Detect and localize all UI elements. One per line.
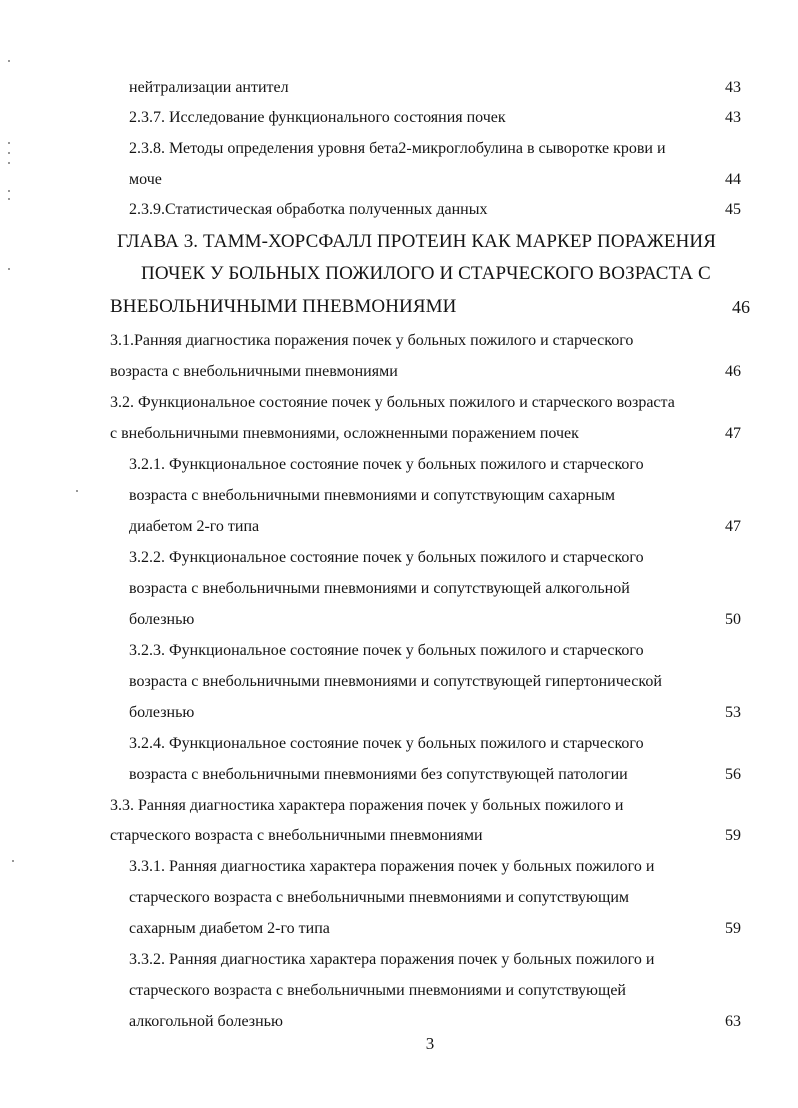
toc-page-number: 43: [725, 79, 741, 96]
toc-entry-text: 3.2.3. Функциональное состояние почек у больных пожилого и старческого: [129, 642, 644, 659]
toc-page-number: 56: [725, 766, 741, 783]
scan-speck: [8, 162, 10, 164]
toc-entry-text: 2.3.7. Исследование функционального состояния почек: [129, 109, 506, 126]
toc-page-number: 46: [732, 297, 750, 317]
toc-page-number: 53: [725, 704, 741, 721]
toc-page-number: 44: [725, 171, 741, 188]
toc-page-number: 45: [725, 201, 741, 218]
scan-speck: [8, 190, 10, 192]
toc-entry-text: 3.2.4. Функциональное состояние почек у больных пожилого и старческого: [129, 735, 644, 752]
toc-page-number: 59: [725, 827, 741, 844]
toc-entry-text: болезнью: [129, 704, 195, 721]
toc-entry-text: 3.3.1. Ранняя диагностика характера поражения почек у больных пожилого и: [129, 858, 655, 875]
toc-entry-text: 2.3.9.Статистическая обработка полученных данных: [129, 201, 488, 218]
scan-speck: [76, 490, 78, 492]
toc-page-number: 47: [725, 518, 741, 535]
toc-page-number: 63: [725, 1013, 741, 1030]
scan-speck: [8, 60, 10, 62]
toc-entry-text: 3.2. Функциональное состояние почек у больных пожилого и старческого возраста: [110, 394, 675, 411]
toc-entry-text: с внебольничными пневмониями, осложненными поражением почек: [110, 425, 579, 442]
toc-page-number: 50: [725, 611, 741, 628]
chapter-heading-line: ПОЧЕК У БОЛЬНЫХ ПОЖИЛОГО И СТАРЧЕСКОГО ВОЗРАСТА С: [141, 263, 711, 284]
toc-entry-text: 3.3. Ранняя диагностика характера поражения почек у больных пожилого и: [110, 797, 624, 814]
toc-entry-text: диабетом 2-го типа: [129, 518, 260, 535]
toc-entry-text: 3.3.2. Ранняя диагностика характера поражения почек у больных пожилого и: [129, 951, 655, 968]
page-number: 3: [425, 1034, 435, 1053]
toc-entry-text: старческого возраста с внебольничными пневмониями: [110, 827, 483, 844]
scan-speck: [12, 860, 14, 862]
toc-entry-text: сахарным диабетом 2-го типа: [129, 920, 330, 937]
chapter-heading-line: ГЛАВА 3. ТАММ-ХОРСФАЛЛ ПРОТЕИН КАК МАРКЕР ПОРАЖЕНИЯ: [117, 231, 716, 252]
toc-entry-text: нейтрализации антител: [129, 79, 289, 96]
toc-entry-text: моче: [129, 171, 162, 188]
toc-entry-text: возраста с внебольничными пневмониями и сопутствующей гипертонической: [129, 673, 662, 690]
toc-page-number: 46: [725, 363, 741, 380]
scan-speck: [8, 268, 10, 270]
toc-entry-text: 2.3.8. Методы определения уровня бета2-микроглобулина в сыворотке крови и: [129, 140, 666, 157]
toc-entry-text: алкогольной болезнью: [129, 1013, 283, 1030]
chapter-heading-line: ВНЕБОЛЬНИЧНЫМИ ПНЕВМОНИЯМИ: [110, 296, 457, 317]
scan-speck: [8, 198, 10, 200]
toc-entry-text: возраста с внебольничными пневмониями без сопутствующей патологии: [129, 766, 628, 783]
toc-entry-text: болезнью: [129, 611, 195, 628]
toc-entry-text: возраста с внебольничными пневмониями и сопутствующим сахарным: [129, 487, 615, 504]
toc-entry-text: 3.1.Ранняя диагностика поражения почек у больных пожилого и старческого: [110, 332, 634, 349]
toc-page-number: 43: [725, 109, 741, 126]
toc-entry-text: возраста с внебольничными пневмониями: [110, 363, 398, 380]
toc-entry-text: старческого возраста с внебольничными пневмониями и сопутствующей: [129, 982, 626, 999]
toc-entry-text: 3.2.1. Функциональное состояние почек у больных пожилого и старческого: [129, 456, 644, 473]
toc-page-number: 59: [725, 920, 741, 937]
scan-speck: [8, 152, 10, 154]
toc-entry-text: 3.2.2. Функциональное состояние почек у больных пожилого и старческого: [129, 549, 644, 566]
toc-page-number: 47: [725, 425, 741, 442]
scan-speck: [8, 142, 10, 144]
toc-entry-text: возраста с внебольничными пневмониями и сопутствующей алкогольной: [129, 580, 630, 597]
toc-entry-text: старческого возраста с внебольничными пневмониями и сопутствующим: [129, 889, 630, 906]
